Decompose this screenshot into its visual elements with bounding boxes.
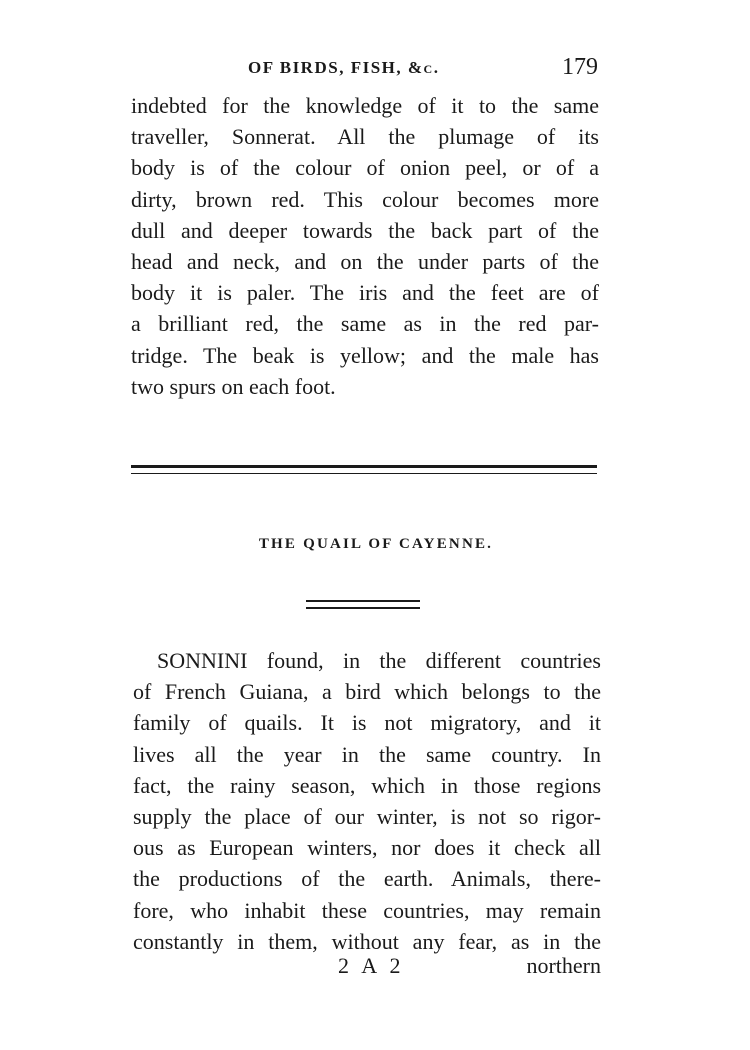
paragraph-quail-of-cayenne [133, 645, 601, 957]
text-line: fact, the rainy season, which in those regions [133, 772, 601, 798]
section-heading: THE QUAIL OF CAYENNE. [258, 536, 494, 552]
catchword: northern [526, 953, 601, 978]
text-line: ous as European winters, nor does it check all [133, 835, 601, 861]
text-line: two spurs on each foot. [131, 373, 336, 399]
text-line: head and neck, and on the under parts of the [131, 248, 599, 274]
page-footer [133, 953, 601, 985]
page-number: 179 [562, 54, 598, 80]
text-line: of French Guiana, a bird which belongs to the [133, 679, 601, 705]
paragraph-continued [131, 90, 599, 402]
text-line: family of quails. It is not migratory, and it [133, 710, 601, 736]
text-line: SONNINI found, in the different countries [157, 648, 601, 673]
signature-mark: 2 A 2 [338, 953, 405, 978]
heading-ornament-rule [306, 600, 420, 609]
running-head [130, 52, 598, 84]
text-line: a brilliant red, the same as in the red par- [131, 311, 599, 337]
text-line: lives all the year in the same country. In [133, 741, 601, 767]
text-line: the productions of the earth. Animals, there- [133, 866, 601, 892]
text-line: constantly in them, without any fear, as in the [133, 928, 601, 954]
section-divider-rule [131, 465, 597, 474]
running-title: OF BIRDS, FISH, &c. [248, 58, 440, 77]
text-line: body is of the colour of onion peel, or of a [131, 155, 599, 181]
text-line: supply the place of our winter, is not so rigor- [133, 803, 601, 829]
text-line: dull and deeper towards the back part of the [131, 217, 599, 243]
text-line: dirty, brown red. This colour becomes more [131, 186, 599, 212]
text-line: traveller, Sonnerat. All the plumage of its [131, 124, 599, 150]
text-line: tridge. The beak is yellow; and the male has [131, 342, 599, 368]
text-line: body it is paler. The iris and the feet are of [131, 280, 599, 306]
text-line: fore, who inhabit these countries, may remain [133, 897, 601, 923]
text-line: indebted for the knowledge of it to the same [131, 93, 599, 118]
